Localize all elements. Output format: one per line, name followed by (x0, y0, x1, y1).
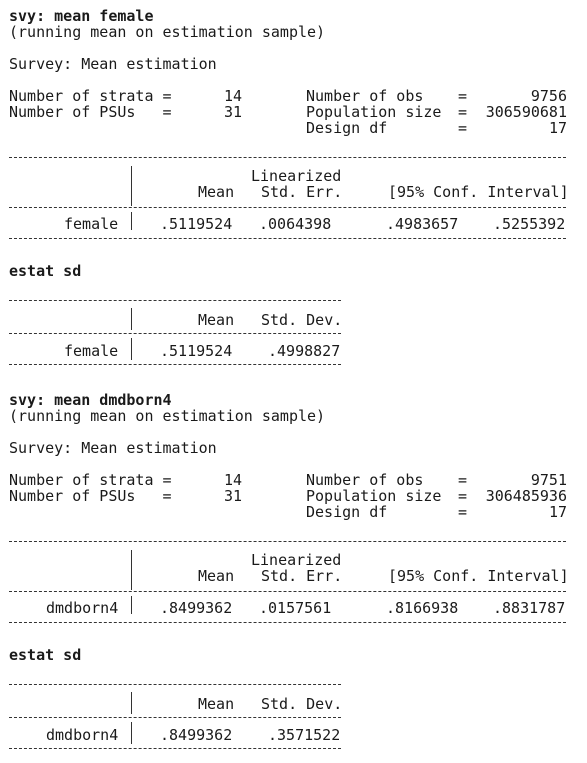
sd-table-vbar (131, 308, 132, 330)
sd-header-mean: Mean (198, 311, 235, 329)
row-ci-high: .8831787 (493, 599, 566, 617)
header-linearized: Linearized (251, 551, 342, 569)
sd-table-vbar (131, 692, 132, 714)
table-header-rule (9, 207, 566, 208)
row-ci-low: .4983657 (386, 215, 459, 233)
row-mean: .8499362 (160, 599, 233, 617)
row-name: female (64, 215, 119, 233)
table-bottom-rule (9, 238, 566, 239)
sd-row-mean: .5119524 (160, 342, 233, 360)
sd-row-mean: .8499362 (160, 726, 233, 744)
sd-table-bottom-rule (9, 364, 341, 365)
header-std-err: Std. Err. (261, 183, 343, 201)
strata-label: Number of strata = (9, 471, 172, 489)
table-vbar (131, 166, 132, 206)
df-label: Design df (306, 119, 388, 137)
pop-eq: = (458, 103, 468, 121)
df-value: 17 (548, 119, 567, 137)
row-name: dmdborn4 (46, 599, 119, 617)
psu-label: Number of PSUs = (9, 103, 172, 121)
strata-value: 14 (224, 87, 243, 105)
sd-table-header-rule (9, 717, 341, 718)
command-line: svy: mean dmdborn4 (9, 391, 172, 409)
header-std-err: Std. Err. (261, 567, 343, 585)
psu-value: 31 (224, 103, 243, 121)
header-conf-interval: [95% Conf. Interval] (388, 567, 569, 585)
sd-command-line: estat sd (9, 262, 82, 280)
survey-title: Survey: Mean estimation (9, 55, 217, 73)
obs-value: 9751 (530, 471, 567, 489)
obs-value: 9756 (530, 87, 567, 105)
sd-table-vbar-row (131, 722, 132, 744)
row-std-err: .0064398 (259, 215, 332, 233)
header-mean: Mean (198, 567, 235, 585)
pop-eq: = (458, 487, 468, 505)
sd-table-header-rule (9, 333, 341, 334)
strata-value: 14 (224, 471, 243, 489)
pop-label: Population size (306, 103, 442, 121)
sd-row-name: female (64, 342, 119, 360)
row-ci-high: .5255392 (493, 215, 566, 233)
sd-table-bottom-rule (9, 748, 341, 749)
table-vbar (131, 550, 132, 590)
row-mean: .5119524 (160, 215, 233, 233)
table-top-rule (9, 157, 566, 158)
table-top-rule (9, 541, 566, 542)
df-eq: = (458, 119, 468, 137)
pop-label: Population size (306, 487, 442, 505)
header-mean: Mean (198, 183, 235, 201)
sd-table-top-rule (9, 684, 341, 685)
row-ci-low: .8166938 (386, 599, 459, 617)
obs-eq: = (458, 471, 468, 489)
sd-row-std-dev: .4998827 (268, 342, 341, 360)
sd-command-line: estat sd (9, 646, 82, 664)
table-vbar-row (131, 596, 132, 614)
psu-label: Number of PSUs = (9, 487, 172, 505)
obs-eq: = (458, 87, 468, 105)
header-linearized: Linearized (251, 167, 342, 185)
obs-label: Number of obs (306, 87, 424, 105)
obs-label: Number of obs (306, 471, 424, 489)
sd-header-std-dev: Std. Dev. (261, 311, 343, 329)
table-vbar-row (131, 212, 132, 230)
psu-value: 31 (224, 487, 243, 505)
pop-value: 306485936 (485, 487, 567, 505)
pop-value: 306590681 (485, 103, 567, 121)
note-line: (running mean on estimation sample) (9, 407, 326, 425)
survey-title: Survey: Mean estimation (9, 439, 217, 457)
df-label: Design df (306, 503, 388, 521)
header-conf-interval: [95% Conf. Interval] (388, 183, 569, 201)
sd-table-top-rule (9, 300, 341, 301)
row-std-err: .0157561 (259, 599, 332, 617)
sd-table-vbar-row (131, 338, 132, 360)
command-line: svy: mean female (9, 7, 154, 25)
table-header-rule (9, 591, 566, 592)
sd-row-name: dmdborn4 (46, 726, 119, 744)
strata-label: Number of strata = (9, 87, 172, 105)
sd-header-mean: Mean (198, 695, 235, 713)
sd-header-std-dev: Std. Dev. (261, 695, 343, 713)
df-eq: = (458, 503, 468, 521)
df-value: 17 (548, 503, 567, 521)
sd-row-std-dev: .3571522 (268, 726, 341, 744)
table-bottom-rule (9, 622, 566, 623)
note-line: (running mean on estimation sample) (9, 23, 326, 41)
